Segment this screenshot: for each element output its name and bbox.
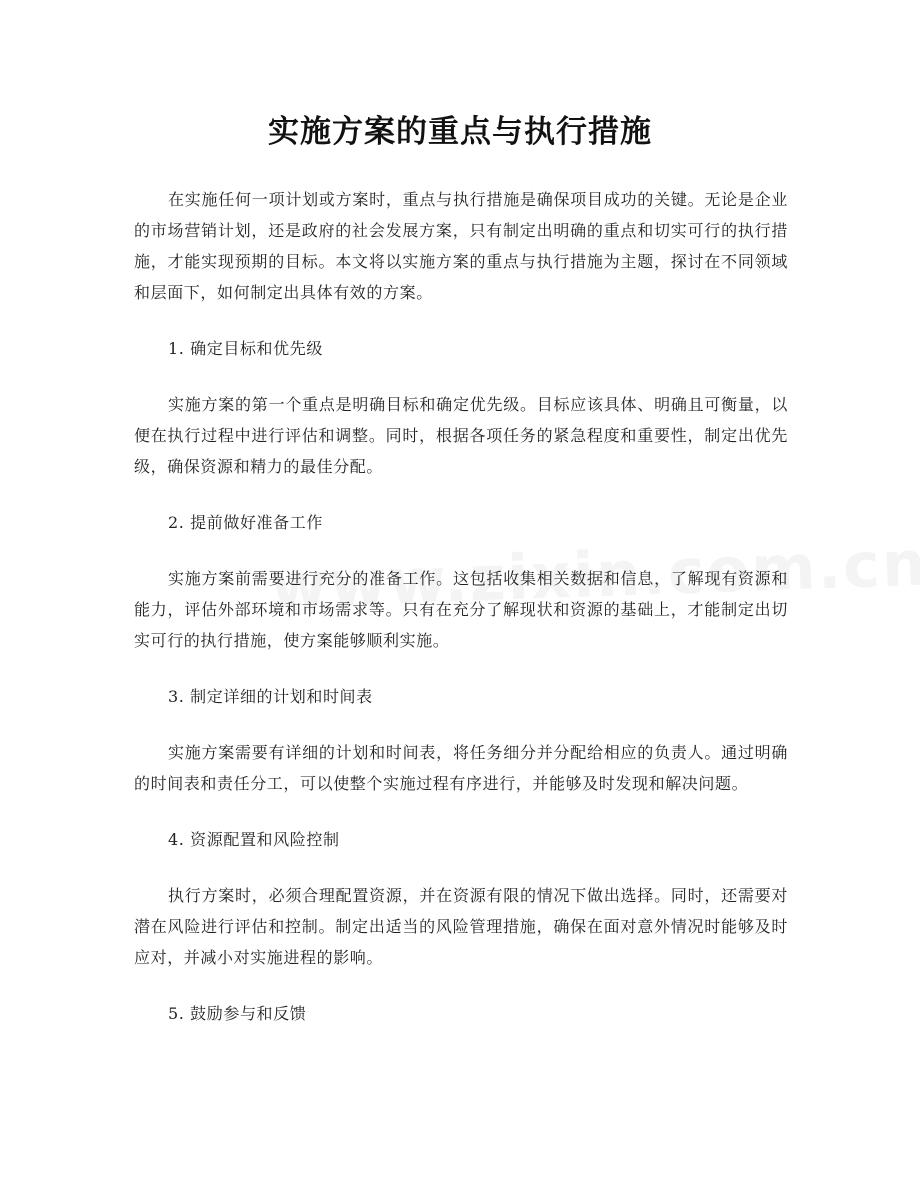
section-body-4: 执行方案时，必须合理配置资源，并在资源有限的情况下做出选择。同时，还需要对潜在风险进行评估和控制。制定出适当的风险管理措施，确保在面对意外情况时能够及时应对，并减小对实施进程的影响。 xyxy=(134,886,788,967)
intro-paragraph: 在实施任何一项计划或方案时，重点与执行措施是确保项目成功的关键。无论是企业的市场营销计划，还是政府的社会发展方案，只有制定出明确的重点和切实可行的执行措施，才能实现预期的目标。本文将以实施方案的重点与执行措施为主题，探讨在不同领域和层面下，如何制定出具体有效的方案。 xyxy=(134,190,788,302)
section-heading-1: 1. 确定目标和优先级 xyxy=(168,339,323,358)
section-heading-5: 5. 鼓励参与和反馈 xyxy=(168,1004,307,1023)
document-body xyxy=(134,184,788,1029)
section-body-1: 实施方案的第一个重点是明确目标和确定优先级。目标应该具体、明确且可衡量，以便在执行过程中进行评估和调整。同时，根据各项任务的紧急程度和重要性，制定出优先级，确保资源和精力的最佳分配。 xyxy=(134,395,788,476)
section-body-3: 实施方案需要有详细的计划和时间表，将任务细分并分配给相应的负责人。通过明确的时间表和责任分工，可以使整个实施过程有序进行，并能够及时发现和解决问题。 xyxy=(134,743,788,793)
document-title: 实施方案的重点与执行措施 xyxy=(268,114,652,150)
section-heading-3: 3. 制定详细的计划和时间表 xyxy=(168,687,373,706)
section-heading-4: 4. 资源配置和风险控制 xyxy=(168,830,340,849)
section-body-2: 实施方案前需要进行充分的准备工作。这包括收集相关数据和信息，了解现有资源和能力，评估外部环境和市场需求等。只有在充分了解现状和资源的基础上，才能制定出切实可行的执行措施，使方案能够顺利实施。 xyxy=(134,569,788,650)
section-heading-2: 2. 提前做好准备工作 xyxy=(168,513,323,532)
